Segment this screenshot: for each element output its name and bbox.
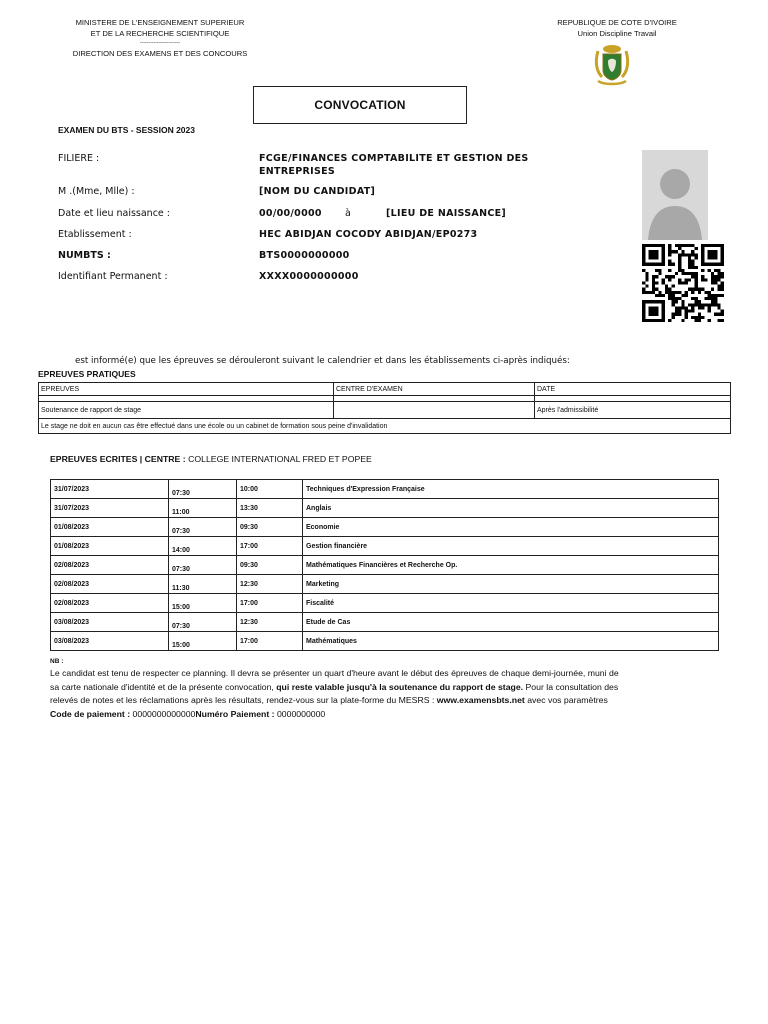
motto-line: Union Discipline Travail [577,29,657,38]
numbts-value: BTS0000000000 [259,250,350,261]
payment-number-label: Numéro Paiement : [195,708,277,719]
nb-line-2 [50,681,690,695]
practical-header-epreuves: EPREUVES [39,383,334,396]
exam-date: 02/08/2023 [51,575,169,594]
exam-date: 31/07/2023 [51,499,169,518]
numbts-label: NUMBTS : [58,250,111,261]
written-title-label: EPREUVES ECRITES | CENTRE : [50,454,186,464]
exam-subject: Techniques d'Expression Française [303,480,719,499]
exam-row [51,575,719,594]
payment-number-value: 0000000000 [276,708,326,719]
birth-separator: à [345,208,351,219]
republic-header [522,17,712,39]
exam-subject: Economie [303,518,719,537]
written-table [50,479,719,651]
filiere-value-line-2: ENTREPRISES [259,166,336,177]
practical-header-centre: CENTRE D'EXAMEN [334,383,535,396]
website-link[interactable]: www.examensbts.net [436,695,525,705]
exam-start: 15:00 [169,594,237,613]
permanent-id-value: XXXX0000000000 [259,271,359,282]
intro-text: est informé(e) que les épreuves se dérouleront suivant le calendrier et dans les établissements ci-après indiqués: [75,356,570,366]
name-label: M .(Mme, Mlle) : [58,186,135,197]
republic-line: REPUBLIQUE DE COTE D'IVOIRE [557,18,677,27]
school-label: Etablissement : [58,229,132,240]
exam-session: EXAMEN DU BTS - SESSION 2023 [58,125,195,135]
ministry-line-1: MINISTERE DE L'ENSEIGNEMENT SUPERIEUR [75,18,245,27]
candidate-photo [642,150,708,240]
exam-start: 11:00 [169,499,237,518]
exam-end: 17:00 [237,537,303,556]
exam-start: 11:30 [169,575,237,594]
exam-start: 07:30 [169,480,237,499]
exam-start: 07:30 [169,518,237,537]
nb-line-2c: Pour la consultation des [523,681,619,692]
exam-date: 02/08/2023 [51,556,169,575]
exam-subject: Mathématiques [303,632,719,651]
school-value: HEC ABIDJAN COCODY ABIDJAN/EP0273 [259,229,478,240]
birth-date: 00/00/0000 [259,208,322,219]
candidate-name: [NOM DU CANDIDAT] [259,186,376,197]
exam-end: 10:00 [237,480,303,499]
exam-start: 15:00 [169,632,237,651]
permanent-id-label: Identifiant Permanent : [58,271,168,282]
ministry-separator: ------------------------ [140,40,180,46]
qr-code-icon [642,244,724,322]
exam-date: 01/08/2023 [51,518,169,537]
practical-title: EPREUVES PRATIQUES [38,369,136,379]
nb-line-2a: sa carte nationale d'identité et de la présente convocation, [50,681,277,692]
practical-centre [334,402,535,419]
exam-end: 12:30 [237,575,303,594]
exam-date: 03/08/2023 [51,613,169,632]
exam-row [51,613,719,632]
exam-subject: Gestion financière [303,537,719,556]
exam-subject: Marketing [303,575,719,594]
written-title [50,454,372,464]
nb-title: NB : [50,658,64,665]
exam-start: 07:30 [169,556,237,575]
exam-date: 02/08/2023 [51,594,169,613]
exam-end: 09:30 [237,556,303,575]
exam-start: 07:30 [169,613,237,632]
payment-code-value: 0000000000000 [132,708,196,719]
exam-end: 09:30 [237,518,303,537]
practical-date: Après l'admissibilité [535,402,731,419]
practical-table [38,382,731,434]
exam-subject: Fiscalité [303,594,719,613]
exam-date: 03/08/2023 [51,632,169,651]
exam-subject: Etude de Cas [303,613,719,632]
exam-row [51,537,719,556]
birth-place: [LIEU DE NAISSANCE] [386,208,507,219]
direction-line: DIRECTION DES EXAMENS ET DES CONCOURS [72,49,248,58]
exam-row [51,556,719,575]
exam-row [51,518,719,537]
exam-date: 01/08/2023 [51,537,169,556]
payment-code-label: Code de paiement : [50,708,133,719]
exam-row [51,632,719,651]
payment-line [50,708,690,722]
exam-date: 31/07/2023 [51,480,169,499]
filiere-value-line-1: FCGE/FINANCES COMPTABILITE ET GESTION DES [259,153,529,164]
nb-block [50,657,690,721]
nb-line-3a: relevés de notes et les réclamations après les résultats, rendez-vous sur la plate-forme du MESRS : [50,695,437,705]
exam-row [51,480,719,499]
coat-of-arms-icon [592,41,632,87]
filiere-label: FILIERE : [58,153,100,164]
written-centre-name: COLLEGE INTERNATIONAL FRED ET POPEE [185,454,372,464]
exam-end: 17:00 [237,594,303,613]
exam-end: 12:30 [237,613,303,632]
exam-start: 14:00 [169,537,237,556]
exam-row [51,499,719,518]
practical-note: Le stage ne doit en aucun cas être effectué dans une école ou un cabinet de formation sous peine d'invalidation [39,419,731,434]
nb-line-3 [50,694,690,708]
exam-row [51,594,719,613]
practical-epreuve: Soutenance de rapport de stage [39,402,334,419]
convocation-title: CONVOCATION [253,86,467,124]
nb-line-1: Le candidat est tenu de respecter ce planning. Il devra se présenter un quart d'heure avant le début des épreuves de chaque demi-journée, muni de [50,668,619,678]
ministry-header [40,17,280,59]
exam-subject: Anglais [303,499,719,518]
ministry-line-2: ET DE LA RECHERCHE SCIENTIFIQUE [90,29,230,38]
nb-line-3c: avec vos paramètres [524,695,608,705]
exam-end: 17:00 [237,632,303,651]
birth-label: Date et lieu naissance : [58,208,170,219]
exam-subject: Mathématiques Financières et Recherche Op. [303,556,719,575]
exam-end: 13:30 [237,499,303,518]
practical-header-date: DATE [535,383,731,396]
nb-line-2b: qui reste valable jusqu'à la soutenance du rapport de stage. [276,681,524,692]
